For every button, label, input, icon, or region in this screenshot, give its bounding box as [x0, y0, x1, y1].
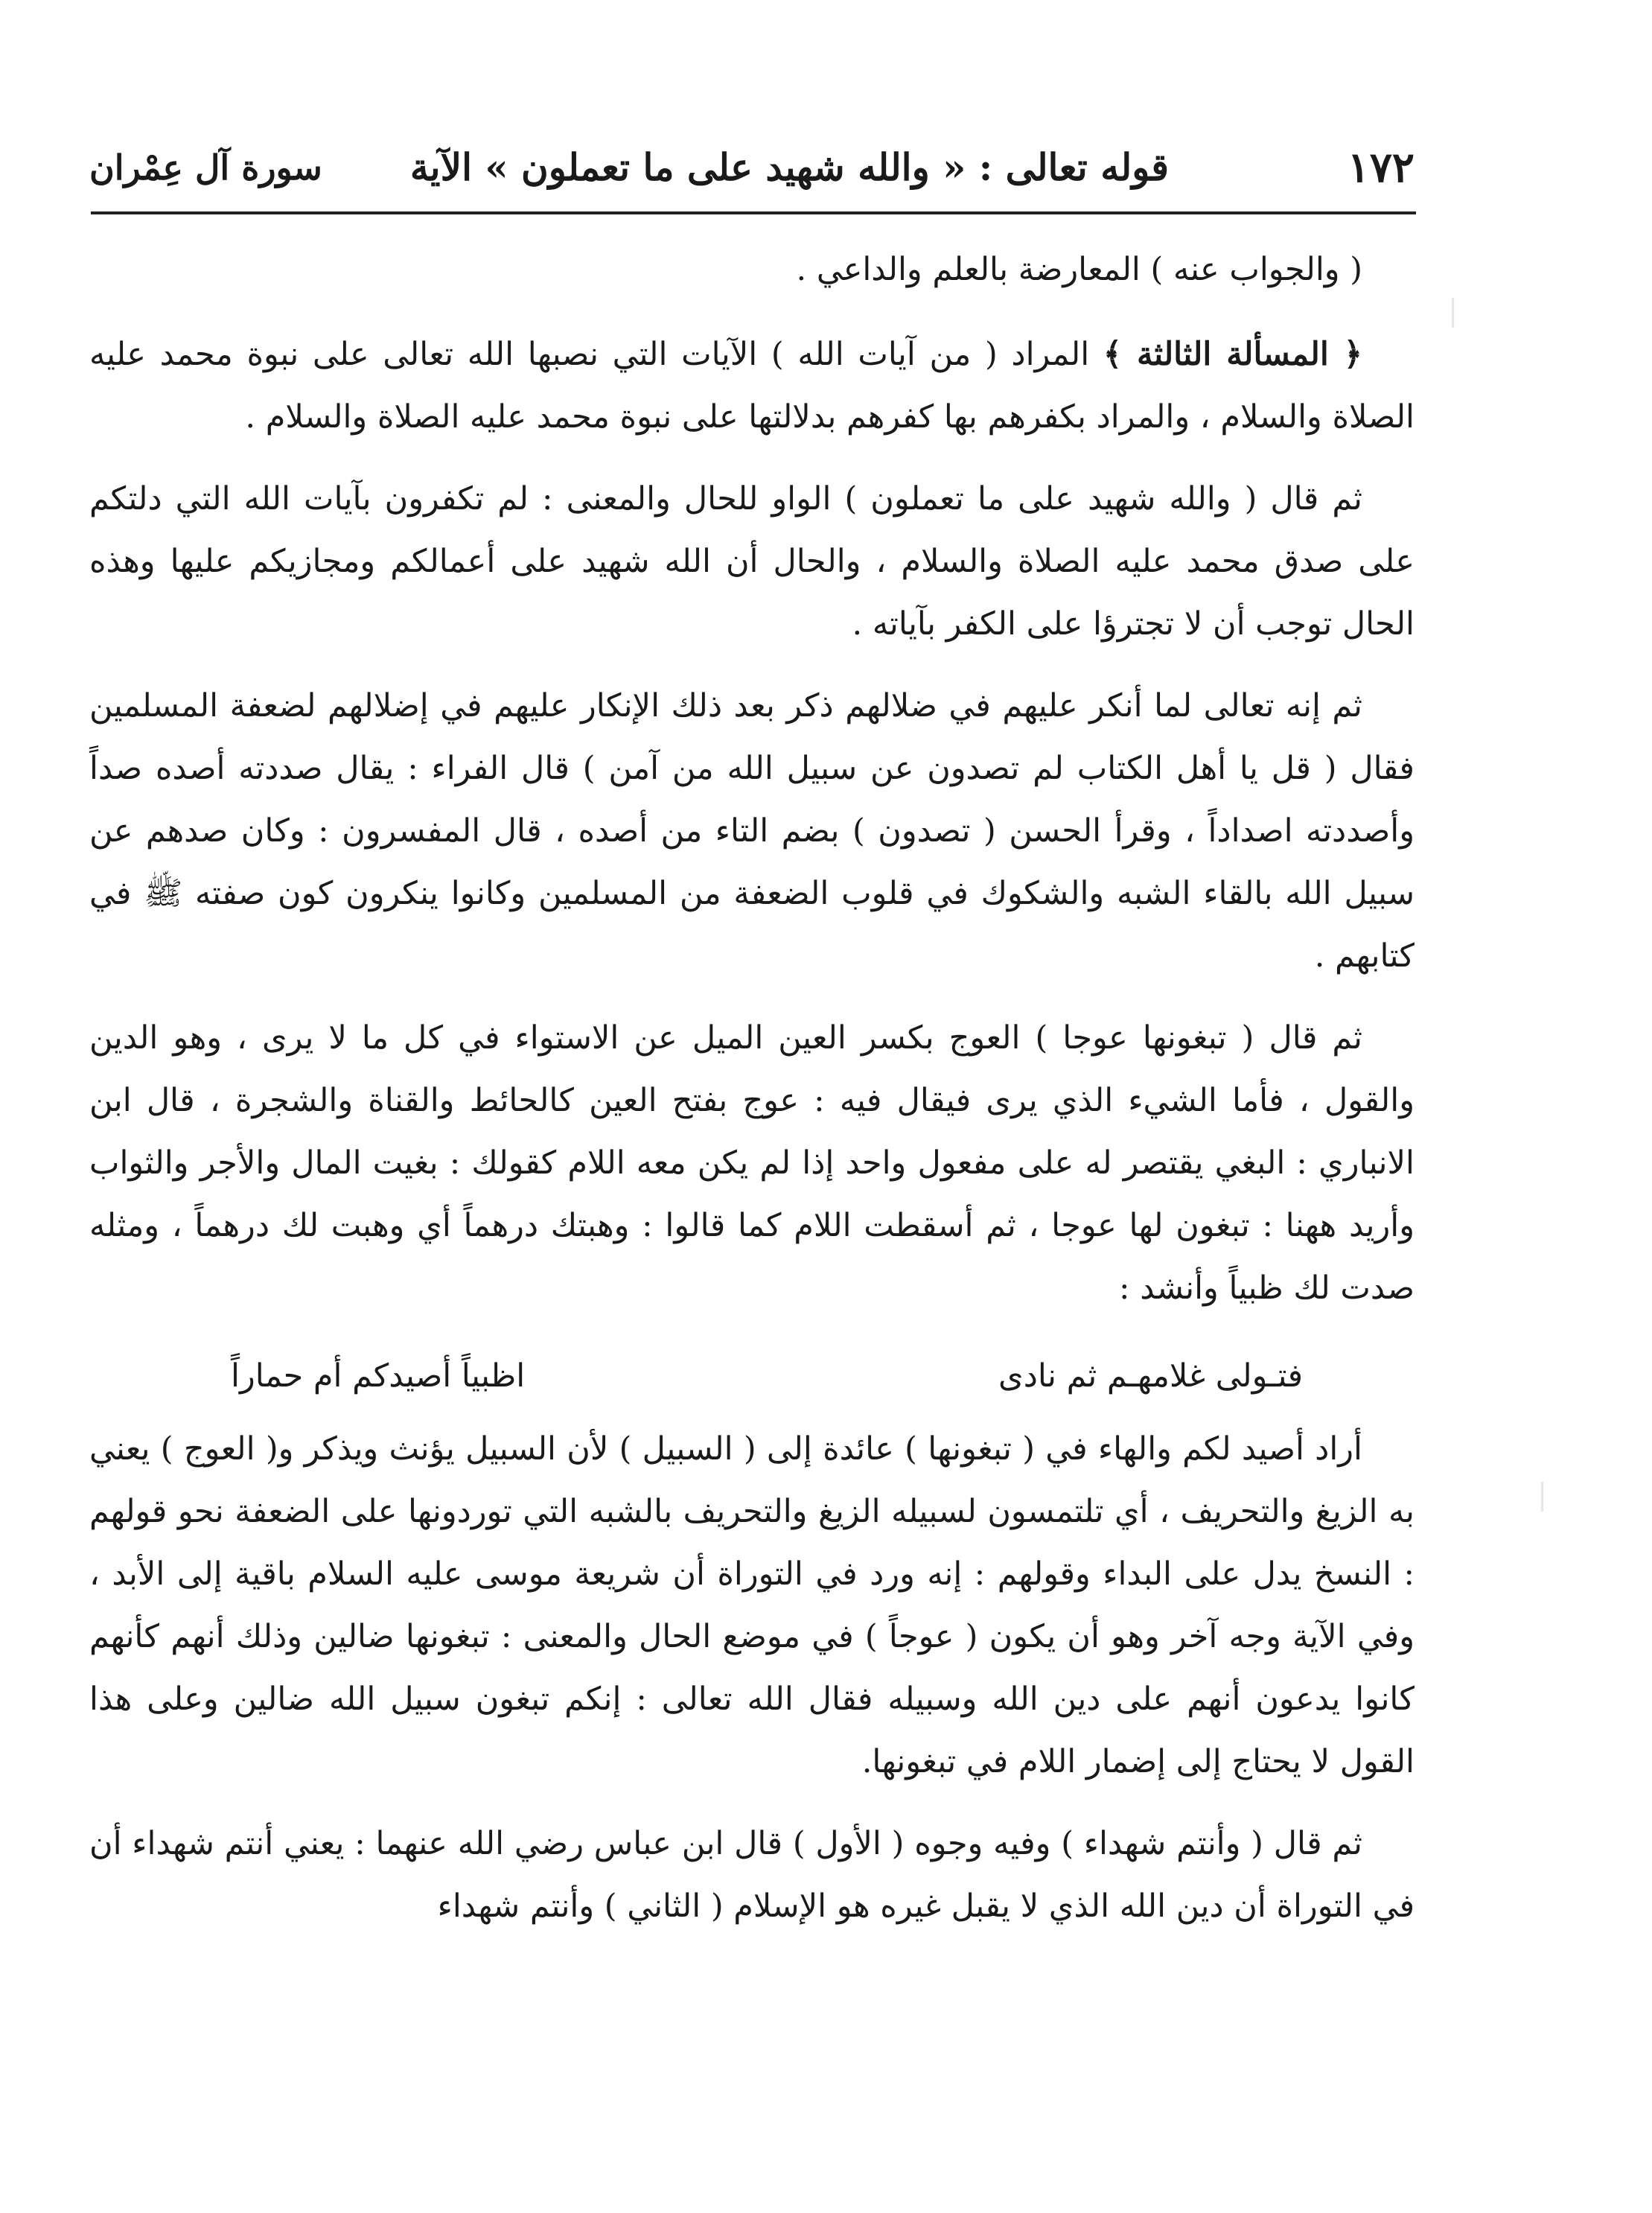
header-rule — [91, 211, 1416, 214]
paragraph-6 — [89, 1418, 1415, 1793]
paragraph-text: ثم إنه تعالى لما أنكر عليهم في ضلالهم ذكر بعد ذلك الإنكار عليهم في إضلالهم لضعفة المسلمين فقال ( قل يا أهل الكتاب لم تصدون عن سبيل الله من آمن ) قال الفراء : يقال صددته أصده صداً وأصددته اصداداً ، وقرأ الحسن ( تصدون ) بضم التاء من أصده ، قال المفسرون : وكان صدهم عن سبيل الله بالقاء الشبه والشكوك في قلوب الضعفة من المسلمين وكانوا ينكرون كون صفته ﷺ في كتابهم . — [89, 687, 1415, 975]
paragraph-text: ( والجواب عنه ) المعارضة بالعلم والداعي . — [796, 251, 1362, 288]
scan-artifact — [1452, 298, 1454, 328]
paragraph-text: المراد ( من آيات الله ) الآيات التي نصبها الله تعالى على نبوة محمد عليه الصلاة والسلام ، والمراد بكفرهم بها كفرهم بدلالتها على نبوة محمد عليه الصلاة والسلام . — [89, 336, 1415, 436]
paragraph-2 — [89, 323, 1415, 448]
running-title: قوله تعالى : « والله شهيد على ما تعملون » الآية — [409, 145, 1169, 189]
paragraph-text: ثم قال ( وأنتم شهداء ) وفيه وجوه ( الأول ) قال ابن عباس رضي الله عنهما : يعني أنتم شهداء أن في التوراة أن دين الله الذي لا يقبل غيره هو الإسلام ( الثاني ) وأنتم شهداء — [89, 1825, 1415, 1925]
paragraph-text: ثم قال ( تبغونها عوجا ) العوج بكسر العين الميل عن الاستواء في كل ما لا يرى ، وهو الدين والقول ، فأما الشيء الذي يرى فيقال فيه : عوج بفتح العين كالحائط والقناة والشجرة ، قال ابن الانباري : البغي يقتصر له على مفعول واحد إذا لم يكن معه اللام كقولك : بغيت المال والأجر والثواب وأريد ههنا : تبغون لها عوجا ، ثم أسقطت اللام كما قالوا : وهبتك درهماً أي وهبت لك درهماً ، ومثله صدت لك ظبياً وأنشد : — [89, 1019, 1415, 1307]
page-header — [89, 134, 1415, 201]
paragraph-7 — [89, 1812, 1415, 1937]
paragraph-text: أراد أصيد لكم والهاء في ( تبغونها ) عائدة إلى ( السبيل ) لأن السبيل يؤنث ويذكر و( العوج ) يعني به الزيغ والتحريف ، أي تلتمسون لسبيله الزيغ والتحريف بالشبه التي توردونها على الضعفة نحو قولهم : النسخ يدل على البداء وقولهم : إنه ورد في التوراة أن شريعة موسى عليه السلام باقية إلى الأبد ، وفي الآية وجه آخر وهو أن يكون ( عوجاً ) في موضع الحال والمعنى : تبغونها ضالين وذلك أنهم كأنهم كانوا يدعون أنهم على دين الله وسبيله فقال الله تعالى : إنكم تبغون سبيل الله ضالين وعلى هذا القول لا يحتاج إلى إضمار اللام في تبغونها. — [89, 1430, 1415, 1780]
poetry-verse — [89, 1339, 1415, 1418]
surah-name: سورة آل عِمْران — [89, 147, 322, 188]
paragraph-4 — [89, 675, 1415, 987]
scan-artifact — [1541, 1482, 1543, 1512]
paragraph-3 — [89, 468, 1415, 655]
section-heading: ﴿ المسألة الثالثة ﴾ — [1103, 336, 1362, 373]
paragraph-5 — [89, 1007, 1415, 1319]
verse-first-hemistich: فتـولى غلامهـم ثم نادى — [998, 1357, 1303, 1395]
page-body — [89, 238, 1415, 1957]
paragraph-1 — [89, 238, 1415, 301]
page-number: ١٧٢ — [1347, 143, 1415, 192]
paragraph-text: ثم قال ( والله شهيد على ما تعملون ) الواو للحال والمعنى : لم تكفرون بآيات الله التي دلتكم على صدق محمد عليه الصلاة والسلام ، والحال أن الله شهيد على أعمالكم ومجازيكم عليها وهذه الحال توجب أن لا تجترؤا على الكفر بآياته . — [89, 480, 1415, 643]
verse-second-hemistich: اظبياً أصيدكم أم حماراً — [231, 1357, 526, 1395]
